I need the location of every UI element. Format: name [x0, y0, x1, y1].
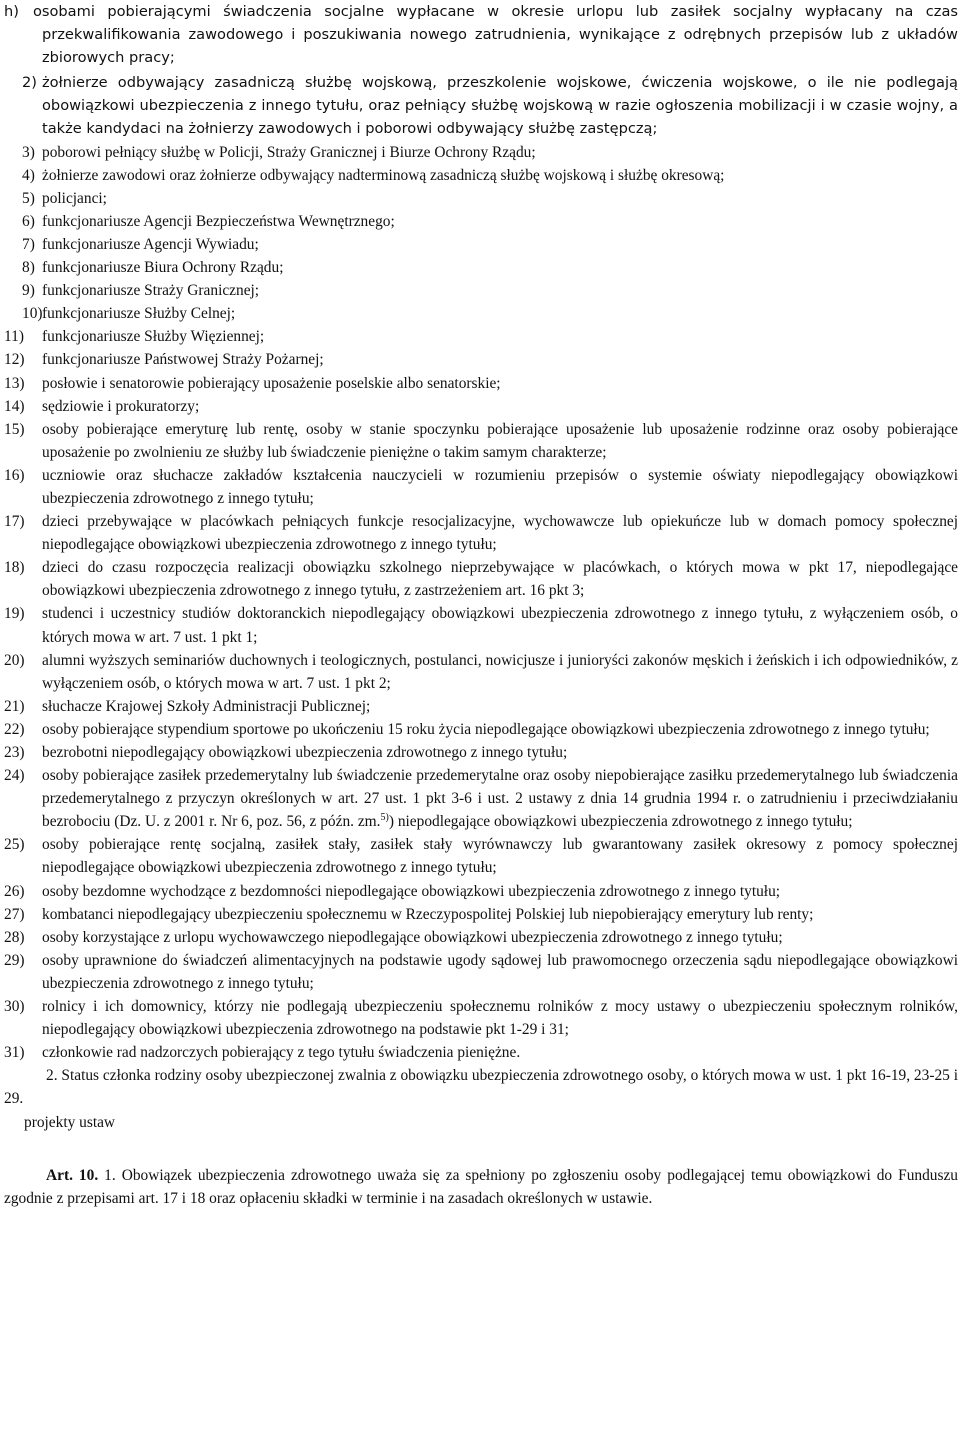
- list-item: [4, 395, 958, 418]
- list-item-text: żołnierze zawodowi oraz żołnierze odbywający nadterminową zasadniczą służbę wojskową i służbę okresową;: [42, 166, 725, 184]
- item-h-num: h): [4, 3, 19, 20]
- list-item-num: 29): [4, 951, 25, 969]
- list-rest: [4, 325, 958, 1064]
- list-item: [4, 880, 958, 903]
- list-item-text: słuchacze Krajowej Szkoły Administracji Publicznej;: [42, 697, 371, 715]
- item-h: [4, 0, 958, 69]
- list-item-2: [4, 71, 958, 140]
- list-item-num: 27): [4, 905, 25, 923]
- list-item-num: 21): [4, 697, 25, 715]
- paragraph-2: 2. Status członka rodziny osoby ubezpieczonej zwalnia z obowiązku ubezpieczenia zdrowotnego osoby, o których mowa w ust. 1 pkt 16-19, 23-25 i 29.: [4, 1067, 958, 1108]
- projekty-label: projekty ustaw: [24, 1113, 116, 1131]
- list-item-num: 10): [22, 305, 43, 323]
- list-section-sans: [4, 71, 958, 140]
- list-item-num: 14): [4, 397, 25, 415]
- list-item-text: żołnierze odbywający zasadniczą służbę wojskową, przeszkolenie wojskowe, ćwiczenia wojskowe, o ile nie podlegają obowiązkowi ubezpieczenia z innego tytułu, oraz pełniący służbę wojskową w razie ogłoszenia mobilizacji i w czasie wojny, a także kandydaci na żołnierzy zawodowych i poborowi odbywający służbę zastępczą;: [42, 74, 958, 138]
- list-item: [4, 949, 958, 995]
- list-item-num: 31): [4, 1044, 25, 1062]
- list-item: [4, 926, 958, 949]
- article-label: Art. 10.: [46, 1166, 99, 1184]
- list-item-text: osoby pobierające emeryturę lub rentę, osoby w stanie spoczynku pobierające uposażenie lub uposażenie rodzinne oraz osoby pobierające uposażenie po zwolnieniu ze służby lub świadczenie pieniężne o takim samym charakterze;: [42, 420, 958, 461]
- list-item-text: studenci i uczestnicy studiów doktoranckich niepodlegający obowiązkowi ubezpieczenia zdrowotnego z innego tytułu, z wyłączeniem osób, o których mowa w art. 7 ust. 1 pkt 1;: [42, 605, 958, 646]
- list-item-text: osoby pobierające rentę socjalną, zasiłek stały, zasiłek stały wyrównawczy lub gwarantowany zasiłek okresowy z pomocy społecznej niepodlegające obowiązkowi ubezpieczenia zdrowotnego z innego tytułu;: [42, 836, 958, 877]
- list-item: [4, 995, 958, 1041]
- list-item-text: dzieci przebywające w placówkach pełniących funkcje resocjalizacyjne, wychowawcze lub opiekuńcze lub w domach pomocy społecznej niepodlegające obowiązkowi ubezpieczenia zdrowotnego z innego tytułu;: [42, 513, 958, 554]
- list-item-text: kombatanci niepodlegający ubezpieczeniu społecznemu w Rzeczypospolitej Polskiej lub niepobierający emerytury lub renty;: [42, 905, 814, 923]
- list-item-5: [4, 187, 958, 210]
- document-page: [4, 0, 958, 1210]
- list-item-num: 7): [22, 235, 35, 253]
- list-item-num: 16): [4, 466, 25, 484]
- list-item-text: policjanci;: [42, 189, 107, 207]
- list-item-text: posłowie i senatorowie pobierający uposażenie poselskie albo senatorskie;: [42, 374, 501, 392]
- list-item-10: [4, 302, 958, 325]
- list-item-text: osoby korzystające z urlopu wychowawczego niepodlegające obowiązkowi ubezpieczenia zdrowotnego z innego tytułu;: [42, 928, 783, 946]
- list-item: [4, 556, 958, 602]
- list-item-9: [4, 279, 958, 302]
- article-text: 1. Obowiązek ubezpieczenia zdrowotnego uważa się za spełniony po zgłoszeniu osoby podlegającej temu obowiązkowi do Funduszu zgodnie z przepisami art. 17 i 18 oraz opłaceniu składki w terminie i na zasadach określonych w ustawie.: [4, 1166, 958, 1207]
- list-item: [4, 325, 958, 348]
- list-item: [4, 833, 958, 879]
- list-item-text: funkcjonariusze Państwowej Straży Pożarnej;: [42, 351, 324, 369]
- list-item: [4, 464, 958, 510]
- list-item-num: 25): [4, 836, 25, 854]
- list-item-num: 26): [4, 882, 25, 900]
- list-item-text: funkcjonariusze Biura Ochrony Rządu;: [42, 259, 284, 277]
- list-item-text: rolnicy i ich domownicy, którzy nie podlegają ubezpieczeniu społecznemu rolników z mocy ustawy o ubezpieczeniu społecznym rolników, niepodlegający obowiązkowi ubezpieczenia zdrowotnego na podstawie pkt 1-29 i 31;: [42, 998, 958, 1039]
- list-item-num: 13): [4, 374, 25, 392]
- list-item: [4, 602, 958, 648]
- list-item-num: 28): [4, 928, 25, 946]
- list-item-text: członkowie rad nadzorczych pobierający z tego tytułu świadczenia pieniężne.: [42, 1044, 521, 1062]
- list-item-text: uczniowie oraz słuchacze zakładów kształcenia nauczycieli w rozumieniu przepisów o systemie oświaty niepodlegający obowiązkowi ubezpieczenia zdrowotnego z innego tytułu;: [42, 466, 958, 507]
- list-item-text: [42, 764, 958, 833]
- list-item-text: funkcjonariusze Agencji Wywiadu;: [42, 235, 259, 253]
- list-item: [4, 718, 958, 741]
- list-item: [4, 903, 958, 926]
- list-item-num: 8): [22, 259, 35, 277]
- list-item-text: funkcjonariusze Straży Granicznej;: [42, 282, 260, 300]
- list-item: [4, 418, 958, 464]
- list-item-text: funkcjonariusze Służby Celnej;: [42, 305, 236, 323]
- list-item-num: 19): [4, 605, 25, 623]
- list-item-text: funkcjonariusze Agencji Bezpieczeństwa Wewnętrznego;: [42, 212, 395, 230]
- list-item-num: 18): [4, 559, 25, 577]
- list-item-6: [4, 210, 958, 233]
- list-item-num: 30): [4, 998, 25, 1016]
- footnote-ref: 5): [380, 812, 389, 824]
- list-item-num: 2): [22, 74, 37, 92]
- list-item-4: [4, 164, 958, 187]
- list-item-text: funkcjonariusze Służby Więziennej;: [42, 328, 265, 346]
- list-item-num: 9): [22, 282, 35, 300]
- list-item-num: 15): [4, 420, 25, 438]
- list-item-num: 24): [4, 767, 25, 785]
- list-item: [4, 764, 958, 833]
- list-item-text: osoby bezdomne wychodzące z bezdomności niepodlegające obowiązkowi ubezpieczenia zdrowotnego z innego tytułu;: [42, 882, 781, 900]
- list-item: [4, 348, 958, 371]
- list-item-num: 12): [4, 351, 25, 369]
- list-item-num: 11): [4, 328, 24, 346]
- list-item-7: [4, 233, 958, 256]
- item-h-text: osobami pobierającymi świadczenia socjalne wypłacane w okresie urlopu lub zasiłek socjalny wypłacany na czas przekwalifikowania zawodowego i poszukiwania nowego zatrudnienia, wynikające z odrębnych przepisów lub z układów zbiorowych pracy;: [32, 3, 958, 67]
- list-item-num: 4): [22, 166, 35, 184]
- list-item-text: osoby uprawnione do świadczeń alimentacyjnych na podstawie ugody sądowej lub prawomocnego orzeczenia sądu niepodlegające obowiązkowi ubezpieczenia zdrowotnego z innego tytułu;: [42, 951, 958, 992]
- list-item-text: poborowi pełniący służbę w Policji, Straży Granicznej i Biurze Ochrony Rządu;: [42, 143, 536, 161]
- list-item-num: 17): [4, 513, 25, 531]
- list-item: [4, 372, 958, 395]
- list-item-num: 23): [4, 744, 25, 761]
- list-item-num: 20): [4, 651, 25, 669]
- list-item-text-part: ) niepodlegające obowiązkowi ubezpieczenia zdrowotnego z innego tytułu;: [388, 813, 853, 831]
- list-item: [4, 1041, 958, 1064]
- list-item: [4, 741, 958, 764]
- article-10: [4, 1164, 958, 1210]
- list-item-text: osoby pobierające stypendium sportowe po ukończeniu 15 roku życia niepodlegające obowiązkowi ubezpieczenia zdrowotnego z innego tytułu;: [42, 720, 930, 738]
- list-item-text: dzieci do czasu rozpoczęcia realizacji obowiązku szkolnego nieprzebywające w placówkach, o których mowa w pkt 17, niepodlegające obowiązkowi ubezpieczenia zdrowotnego z innego tytułu, z zastrzeżeniem art. 16 pkt 3;: [42, 559, 958, 600]
- list-item-text: alumni wyższych seminariów duchownych i teologicznych, postulanci, nowicjusze i junioryści zakonów męskich i żeńskich i ich odpowiedników, z wyłączeniem osób, o których mowa w art. 7 ust. 1 pkt 2;: [42, 651, 958, 692]
- list-section: [4, 141, 958, 1065]
- list-item-num: 22): [4, 720, 25, 738]
- list-item-text: sędziowie i prokuratorzy;: [42, 397, 200, 415]
- list-item-text: bezrobotni niepodlegający obowiązkowi ubezpieczenia zdrowotnego z innego tytułu;: [42, 744, 568, 761]
- list-item: [4, 695, 958, 718]
- list-item-3: [4, 141, 958, 164]
- list-item-text-part: osoby pobierające zasiłek przedemerytalny lub świadczenie przedemerytalne oraz osoby niepobierające zasiłku przedemerytalnego lub świadczenia przedemerytalnego z przyczyn określonych w art. 27 ust. 1 pkt 3-6 i ust. 2 ustawy z dnia 14 grudnia 1994 r. o zatrudnieniu i przeciwdziałaniu bezrobociu (Dz. U. z 2001 r. Nr 6, poz. 56, z późn. zm.: [42, 767, 958, 831]
- list-item: [4, 510, 958, 556]
- list-item: [4, 649, 958, 695]
- list-item-num: 6): [22, 212, 35, 230]
- list-item-num: 5): [22, 189, 35, 207]
- list-item-num: 3): [22, 143, 35, 161]
- list-item-8: [4, 256, 958, 279]
